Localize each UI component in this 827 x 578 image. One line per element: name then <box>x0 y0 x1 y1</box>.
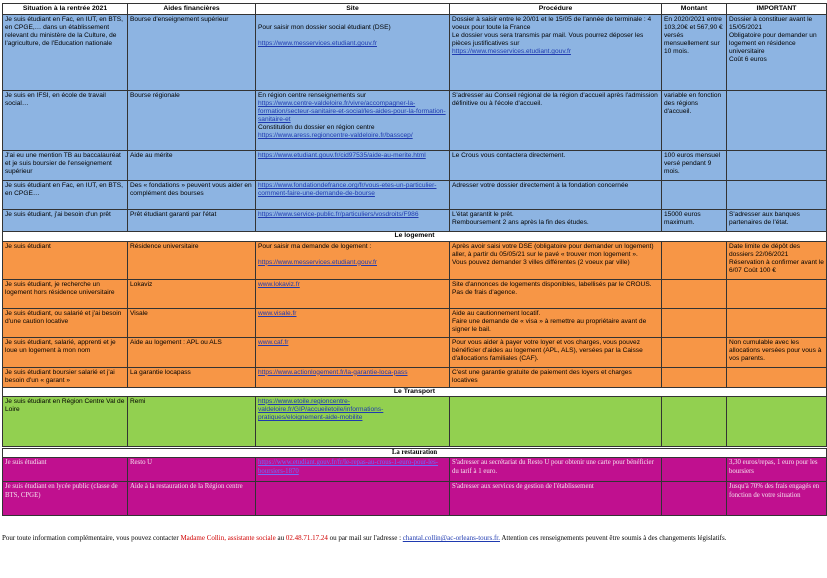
site-link[interactable]: www.visale.fr <box>258 309 297 317</box>
cell-situation: Je suis étudiant, j'ai besoin d'un prêt <box>3 210 128 232</box>
table-row <box>3 367 827 387</box>
site-text: Pour saisir mon dossier social étudiant (DSE) <box>258 24 391 32</box>
cell-site <box>256 458 450 482</box>
cell-situation: J'ai eu une mention TB au baccalauréat et je suis boursier de l'enseignement supérieur <box>3 151 128 181</box>
cell-procedure: S'adresser aux services de gestion de l'établissement <box>450 482 662 516</box>
cell-situation: Je suis étudiant <box>3 458 128 482</box>
aid-table <box>2 3 827 447</box>
cell-aide: Aide à la restauration de la Région centre <box>128 482 256 516</box>
cell-procedure: Aide au cautionnement locatif. Faire une demande de « visa » à remettre au propriétaire avant de signer le bail. <box>450 308 662 337</box>
site-link[interactable]: https://www.messervices.etudiant.gouv.fr <box>258 40 377 48</box>
cell-important <box>727 396 827 446</box>
cell-procedure <box>450 15 662 91</box>
cell-site <box>256 91 450 151</box>
procedure-link[interactable]: https://www.messervices.etudiant.gouv.fr <box>452 48 571 56</box>
site-link[interactable]: www.lokaviz.fr <box>258 280 300 288</box>
table-row <box>3 396 827 446</box>
site-link[interactable]: https://www.centre-valdeloire.fr/vivre/accompagner-la-formation/secteur-sanitaire-et-social/les-aides-pour-la-formation-sanitaire-et <box>258 100 446 124</box>
table-row <box>3 279 827 308</box>
cell-aide: Remi <box>128 396 256 446</box>
cell-montant: 100 euros mensuel versé pendant 9 mois. <box>662 151 727 181</box>
table-row <box>3 482 827 516</box>
table-row <box>3 181 827 210</box>
site-link[interactable]: https://www.service-public.fr/particuliers/vosdroits/F986 <box>258 211 419 219</box>
table-row <box>3 308 827 337</box>
cell-important <box>727 181 827 210</box>
cell-site <box>256 15 450 91</box>
cell-site <box>256 482 450 516</box>
site-text: En région centre renseignements sur <box>258 92 367 100</box>
cell-procedure: L'état garantit le prêt. Remboursement 2 ans après la fin des études. <box>450 210 662 232</box>
cell-site <box>256 151 450 181</box>
cell-montant <box>662 337 727 367</box>
cell-important: Date limite de dépôt des dossiers 22/06/2021 Réservation à confirmer avant le 6/07 Coût 100 € <box>727 241 827 279</box>
cell-situation: Je suis étudiant boursier salarié et j'ai besoin d'un « garant » <box>3 367 128 387</box>
cell-important: 3,30 euros/repas, 1 euro pour les boursiers <box>727 458 827 482</box>
cell-important <box>727 279 827 308</box>
cell-important <box>727 367 827 387</box>
cell-procedure: Après avoir saisi votre DSE (obligatoire pour demander un logement) aller, à partir du 05/05/21 sur le pavé « trouver mon logement ». Vous pouvez demander 3 villes différentes (2 voeux par ville) <box>450 241 662 279</box>
cell-montant <box>662 367 727 387</box>
footer-text-3: ou par mail sur l'adresse : <box>327 534 403 542</box>
header-site: Site <box>256 4 450 15</box>
cell-montant <box>662 279 727 308</box>
cell-important <box>727 308 827 337</box>
footer-text-4: Attention ces renseignements peuvent être soumis à des changements législatifs. <box>499 534 727 542</box>
cell-situation: Je suis étudiant <box>3 241 128 279</box>
cell-montant <box>662 396 727 446</box>
contact-name: Madame Collin, assistante sociale <box>180 534 276 542</box>
cell-site <box>256 337 450 367</box>
cell-aide: Visale <box>128 308 256 337</box>
cell-procedure: S'adresser au Conseil régional de la région d'accueil après l'admission définitive ou à l'école d'accueil. <box>450 91 662 151</box>
table-row <box>3 337 827 367</box>
header-important: IMPORTANT <box>727 4 827 15</box>
cell-important: S'adresser aux banques partenaires de l'état. <box>727 210 827 232</box>
cell-procedure: C'est une garantie gratuite de paiement des loyers et charges locatives <box>450 367 662 387</box>
cell-site <box>256 396 450 446</box>
header-aides: Aides financières <box>128 4 256 15</box>
cell-situation: Je suis en IFSI, en école de travail social… <box>3 91 128 151</box>
cell-important <box>727 91 827 151</box>
cell-important: Non cumulable avec les allocations versées pour vous à vos parents. <box>727 337 827 367</box>
procedure-text: Dossier à saisir entre le 20/01 et le 15/05 de l'année de terminale : 4 voeux pour toute la France Le dossier vous sera transmis par mail. Vous pourrez déposer les pièces justificatives sur <box>452 16 652 48</box>
cell-situation: Je suis étudiant en Fac, en IUT, en BTS, en CPGE,… dans un établissement relevant du ministère de la Culture, de l'agriculture, de l'Education nationale <box>3 15 128 91</box>
cell-montant: En 2020/2021 entre 103,20€ et 567,90 € versés mensuellement sur 10 mois. <box>662 15 727 91</box>
cell-site <box>256 241 450 279</box>
header-procedure: Procédure <box>450 4 662 15</box>
cell-situation: Je suis étudiant en Fac, en IUT, en BTS, en CPGE… <box>3 181 128 210</box>
site-link[interactable]: https://www.fondationdefrance.org/fr/vous-etes-un-particulier-comment-faire-une-demande-de-bourse <box>258 182 437 198</box>
section-row-transport <box>3 387 827 396</box>
site-link[interactable]: https://www.etoile.regioncentre-valdeloire.fr/GIP/accueiletoile/informations-pratiques/eloignement-aide-mobilite <box>258 397 384 421</box>
table-row <box>3 210 827 232</box>
header-row <box>3 4 827 15</box>
cell-site <box>256 181 450 210</box>
section-row-logement <box>3 232 827 241</box>
site-text-2: Constitution du dossier en région centre <box>258 124 375 132</box>
cell-aide: Prêt étudiant garanti par l'état <box>128 210 256 232</box>
cell-aide: Lokaviz <box>128 279 256 308</box>
cell-montant <box>662 458 727 482</box>
cell-site <box>256 279 450 308</box>
table-row <box>3 458 827 482</box>
cell-procedure: Site d'annonces de logements disponibles, labellisés par le CROUS. Pas de frais d'agence. <box>450 279 662 308</box>
contact-email-link[interactable]: chantal.collin@ac-orleans-tours.fr. <box>402 534 500 542</box>
cell-important: Dossier à constituer avant le 15/05/2021 Obligatoire pour demander un logement en résidence universitaire Coût 6 euros <box>727 15 827 91</box>
section-row-restauration <box>3 449 827 458</box>
footer-note <box>2 534 822 543</box>
cell-procedure: Le Crous vous contactera directement. <box>450 151 662 181</box>
cell-montant <box>662 181 727 210</box>
header-situation: Situation à la rentrée 2021 <box>3 4 128 15</box>
table-row <box>3 15 827 91</box>
site-text: Pour saisir ma demande de logement : <box>258 242 372 250</box>
site-link[interactable]: https://www.etudiant.gouv.fr/fr/le-repas-au-crous-1-euro-pour-les-boursiers-1870 <box>258 459 438 475</box>
cell-montant: variable en fonction des régions d'accueil. <box>662 91 727 151</box>
cell-situation: Je suis étudiant en lycée public (classe de BTS, CPGE) <box>3 482 128 516</box>
cell-aide: Aide au logement : APL ou ALS <box>128 337 256 367</box>
cell-montant <box>662 308 727 337</box>
site-link[interactable]: https://www.messervices.etudiant.gouv.fr <box>258 258 377 266</box>
table-row <box>3 91 827 151</box>
cell-aide: Aide au mérite <box>128 151 256 181</box>
header-montant: Montant <box>662 4 727 15</box>
table-row <box>3 241 827 279</box>
cell-situation: Je suis étudiant, je recherche un logement hors résidence universitaire <box>3 279 128 308</box>
cell-site <box>256 210 450 232</box>
cell-aide: Des « fondations » peuvent vous aider en complément des bourses <box>128 181 256 210</box>
cell-aide: Resto U <box>128 458 256 482</box>
cell-aide: La garantie locapass <box>128 367 256 387</box>
cell-situation: Je suis étudiant, salarié, apprenti et je loue un logement à mon nom <box>3 337 128 367</box>
site-link-2[interactable]: https://www.aress.regioncentre-valdeloire.fr/basscep/ <box>258 132 413 140</box>
cell-procedure: S'adresser au secrétariat du Resto U pour obtenir une carte pour bénéficier du tarif à 1 euro. <box>450 458 662 482</box>
cell-situation: Je suis étudiant en Région Centre Val de Loire <box>3 396 128 446</box>
cell-procedure: Adresser votre dossier directement à la fondation concernée <box>450 181 662 210</box>
section-title-restauration: La restauration <box>3 449 827 458</box>
site-link[interactable]: www.caf.fr <box>258 338 289 346</box>
site-link[interactable]: https://www.actionlogement.fr/la-garantie-loca-pass <box>258 368 408 376</box>
cell-aide: Bourse d'enseignement supérieur <box>128 15 256 91</box>
cell-site <box>256 308 450 337</box>
cell-important: Jusqu'à 70% des frais engagés en fonction de votre situation <box>727 482 827 516</box>
restauration-table <box>2 448 827 516</box>
contact-phone: 02.48.71.17.24 <box>285 534 328 542</box>
cell-procedure <box>450 396 662 446</box>
cell-montant: 15000 euros maximum. <box>662 210 727 232</box>
cell-aide: Résidence universitaire <box>128 241 256 279</box>
footer-text-1: Pour toute information complémentaire, vous pouvez contacter <box>2 534 181 542</box>
cell-montant <box>662 241 727 279</box>
footer-text-2: au <box>275 534 286 542</box>
cell-important <box>727 151 827 181</box>
cell-montant <box>662 482 727 516</box>
section-title-logement: Le logement <box>3 232 827 241</box>
section-title-transport: Le Transport <box>3 387 827 396</box>
table-row <box>3 151 827 181</box>
site-link[interactable]: https://www.etudiant.gouv.fr/cid97535/aide-au-merite.html <box>258 152 426 160</box>
cell-site <box>256 367 450 387</box>
cell-procedure: Pour vous aider à payer votre loyer et vos charges, vous pouvez bénéficier d'aides au logement (APL, ALS), versées par la Caisse d'allocations familiales (CAF). <box>450 337 662 367</box>
cell-situation: Je suis étudiant, ou salarié et j'ai besoin d'une caution locative <box>3 308 128 337</box>
cell-aide: Bourse régionale <box>128 91 256 151</box>
